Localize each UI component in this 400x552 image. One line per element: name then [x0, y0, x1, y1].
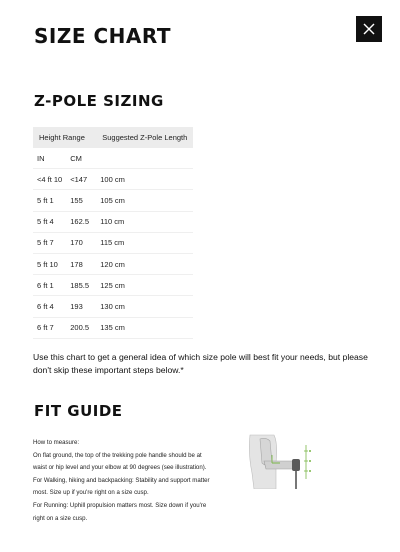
table-row [33, 211, 193, 232]
empty-cell [96, 148, 193, 169]
height-cm-cell: 185.5 [66, 275, 96, 296]
close-icon [363, 23, 375, 35]
pole-length-cell: 125 cm [96, 275, 193, 296]
pole-length-cell: 115 cm [96, 232, 193, 253]
fit-guide-line: For Running: Uphill propulsion matters most. Size down if you're right on a size cusp. [33, 501, 207, 522]
height-in-cell: 6 ft 1 [33, 275, 66, 296]
height-in-cell: <4 ft 10 [33, 169, 66, 190]
height-cm-cell: 193 [66, 296, 96, 317]
length-header: Suggested Z-Pole Length [96, 127, 193, 148]
height-in-cell: 5 ft 7 [33, 232, 66, 253]
table-row [33, 317, 193, 338]
sizing-note: Use this chart to get a general idea of which size pole will best fit your needs, but please don't skip these important steps below.* [33, 352, 368, 375]
fit-guide-text [33, 437, 213, 525]
close-button[interactable] [356, 16, 382, 42]
fit-guide-heading: FIT GUIDE [34, 402, 123, 420]
height-cm-cell: 162.5 [66, 211, 96, 232]
cm-unit-label: CM [66, 148, 96, 169]
unit-header-row [33, 148, 193, 169]
pole-length-cell: 135 cm [96, 317, 193, 338]
size-chart-title: SIZE CHART [34, 24, 172, 48]
table-header-row [33, 127, 193, 148]
height-in-cell: 6 ft 7 [33, 317, 66, 338]
height-cm-cell: 155 [66, 190, 96, 211]
table-row [33, 253, 193, 274]
table-row [33, 275, 193, 296]
height-in-cell: 5 ft 4 [33, 211, 66, 232]
height-cm-cell: 170 [66, 232, 96, 253]
fit-guide-line: On flat ground, the top of the trekking pole handle should be at waist or hip level and your elbow at 90 degrees (see illustration). [33, 451, 207, 472]
zpole-sizing-heading: Z-POLE SIZING [34, 92, 164, 110]
height-cm-cell: <147 [66, 169, 96, 190]
fit-guide-line: How to measure: [33, 439, 80, 446]
fit-guide-line: For Walking, hiking and backpacking: Stability and support matter most. Size up if you're right on a size cusp. [33, 476, 210, 497]
pole-length-cell: 100 cm [96, 169, 193, 190]
height-in-cell: 6 ft 4 [33, 296, 66, 317]
pole-length-cell: 120 cm [96, 253, 193, 274]
height-cm-cell: 200.5 [66, 317, 96, 338]
table-row [33, 169, 193, 190]
zpole-size-table [33, 127, 193, 339]
pole-length-cell: 130 cm [96, 296, 193, 317]
table-row [33, 232, 193, 253]
height-cm-cell: 178 [66, 253, 96, 274]
table-row [33, 190, 193, 211]
arm-at-90-degrees-illustration [246, 433, 318, 489]
height-range-header: Height Range [33, 127, 96, 148]
height-in-cell: 5 ft 1 [33, 190, 66, 211]
height-in-cell: 5 ft 10 [33, 253, 66, 274]
pole-length-cell: 105 cm [96, 190, 193, 211]
in-unit-label: IN [33, 148, 66, 169]
pole-length-cell: 110 cm [96, 211, 193, 232]
table-row [33, 296, 193, 317]
